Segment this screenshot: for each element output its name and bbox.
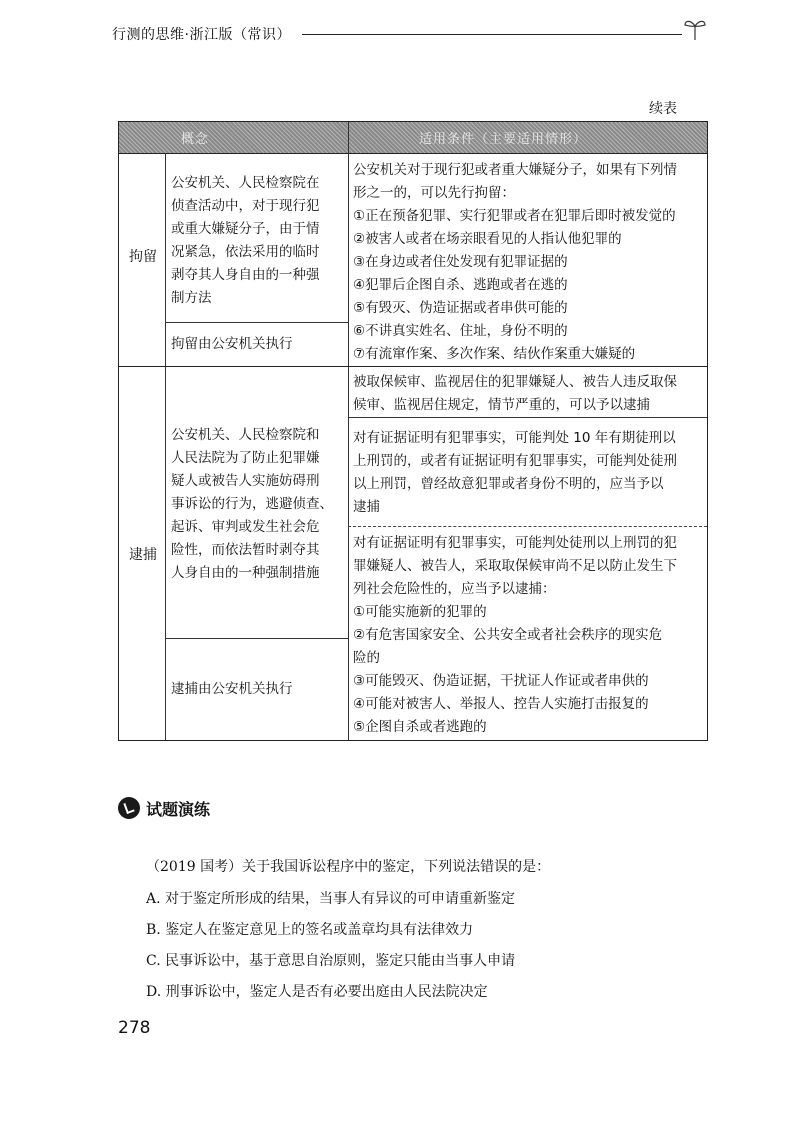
row-divider-main [119, 366, 707, 367]
section-title: 试题演练 [146, 800, 211, 819]
option-a: A. 对于鉴定所形成的结果，当事人有异议的可申请重新鉴定 [146, 891, 516, 907]
running-header [112, 22, 708, 46]
row-divider-arrest-cond2 [348, 526, 707, 527]
row-divider-detention-exec [165, 322, 348, 323]
detention-conditions: 公安机关对于现行犯或者重大嫌疑分子，如果有下列情 形之一的，可以先行拘留： ①正在预备犯罪、实行犯罪或者在犯罪后即时被发觉的 ②被害人或者在场亲眼看见的人指认他犯罪的 ③在身边或者住处发现有犯罪证据的 ④犯罪后企图自杀、逃跑或者在逃的 ⑤有毁灭、伪造证据或者串供可能的 ⑥不讲真实姓名、住址，身份不明的 ⑦有流窜作案、多次作案、结伙作案重大嫌疑的 [353, 162, 677, 362]
col-divider-2 [348, 122, 349, 740]
table-header-conditions: 适用条件（主要适用情形） [419, 132, 588, 147]
arrest-executor: 逮捕由公安机关执行 [171, 681, 293, 697]
arrest-condition-3: 对有证据证明有犯罪事实，可能判处徒刑以上刑罚的犯 罪嫌疑人、被告人，采取取保候审尚不足以防止发生下 列社会危险性的，应当予以逮捕： ①可能实施新的犯罪的 ②有危害国家安全、公共安全或者社会秩序的现实危 险的 ③可能毁灭、伪造证据，干扰证人作证或者串供的 ④可能对被害人、举报人、控告人实施打击报复的 ⑤企图自杀或者逃跑的 [353, 535, 677, 735]
option-d: D. 刑事诉讼中，鉴定人是否有必要出庭由人民法院决定 [146, 984, 488, 1000]
table-header-row [119, 122, 707, 154]
col-divider-1 [165, 153, 166, 740]
header-rule [302, 34, 682, 35]
comparison-table [118, 121, 708, 741]
row-divider-arrest-cond1 [348, 417, 707, 418]
table-header-concept: 概念 [181, 132, 210, 147]
detention-executor: 拘留由公安机关执行 [171, 336, 293, 352]
continued-label: 续表 [649, 101, 677, 117]
arrest-condition-1: 被取保候审、监视居住的犯罪嫌疑人、被告人违反取保 候审、监视居住规定，情节严重的，可以予以逮捕 [353, 374, 677, 413]
header-title: 行测的思维·浙江版（常识） [112, 27, 291, 43]
option-c: C. 民事诉讼中，基于意思自治原则，鉴定只能由当事人申请 [146, 953, 516, 969]
option-b: B. 鉴定人在鉴定意见上的签名或盖章均具有法律效力 [146, 922, 474, 938]
detention-definition: 公安机关、人民检察院在 侦查活动中，对于现行犯 或重大嫌疑分子，由于情 况紧急，依法采用的临时 剥夺其人身自由的一种强 制方法 [171, 175, 320, 306]
category-arrest: 逮捕 [129, 547, 157, 563]
row-divider-arrest-exec [165, 638, 348, 639]
page-number: 278 [118, 1018, 151, 1038]
question-stem: （2019 国考）关于我国诉讼程序中的鉴定，下列说法错误的是： [146, 859, 551, 875]
leaf-icon [682, 16, 708, 42]
arrest-definition: 公安机关、人民检察院和 人民法院为了防止犯罪嫌 疑人或被告人实施妨碍刑 事诉讼的行为，逃避侦查、 起诉、审判或发生社会危 险性，而依法暂时剥夺其 人身自由的一种强制措施 [171, 427, 333, 581]
arrest-condition-2: 对有证据证明有犯罪事实，可能判处 10 年有期徒刑以 上刑罚的，或者有证据证明有犯罪事实，可能判处徒刑 以上刑罚，曾经故意犯罪或者身份不明的，应当予以 逮捕 [353, 430, 677, 515]
category-detention: 拘留 [129, 249, 157, 265]
exercise-icon [118, 797, 140, 819]
